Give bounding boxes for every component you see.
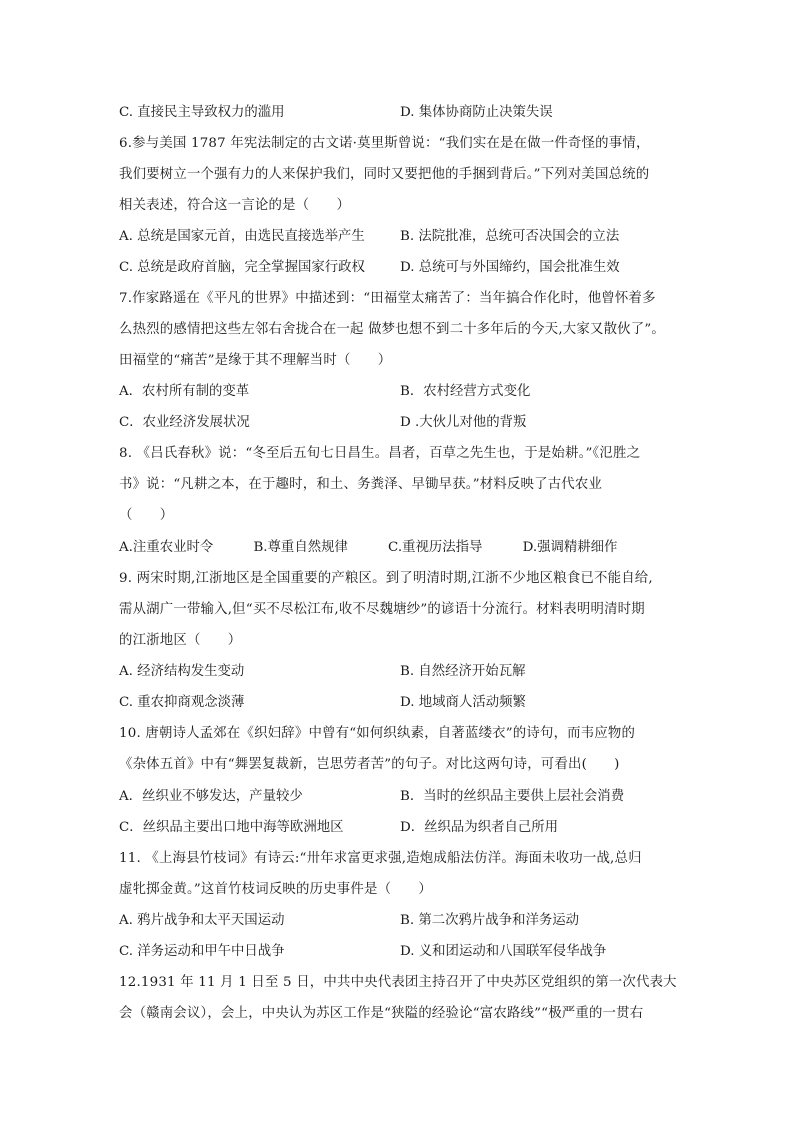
q11-option-b: B. 第二次鸦片战争和洋务运动 <box>400 913 580 928</box>
q6-stem-line-2: 我们要树立一个强有力的人来保护我们，同时又要把他的手捆到背后。”下列对美国总统的 <box>119 167 650 182</box>
q5-option-c: C. 直接民主导致权力的滥用 <box>119 105 285 120</box>
q6-stem-line-3: 相关表述，符合这一言论的是（ ） <box>119 198 351 213</box>
q10-option-a: A．丝织业不够发达，产量较少 <box>119 789 303 804</box>
q7-option-d: D .大伙儿对他的背叛 <box>400 415 527 430</box>
q9-stem-line-3: 的江浙地区（ ） <box>119 633 242 648</box>
q12-stem-line-2: 会（赣南会议），会上，中央认为苏区工作是“狭隘的经验论“富农路线”“极严重的一贯右 <box>119 1006 644 1021</box>
q6-option-d: D. 总统可与外国缔约，国会批准生效 <box>400 260 620 275</box>
q11-stem-line-1: 11. 《上海县竹枝词》有诗云:“卅年求富更求强,造炮成船法仿洋。海面未收功一战,总归 <box>119 851 642 866</box>
q10-stem-line-1: 10. 唐朝诗人孟郊在《织妇辞》中曾有“如何织纨素，自著蓝缕衣”的诗句，而韦应物的 <box>119 726 636 741</box>
q7-stem-line-1: 7.作家路遥在《平凡的世界》中描述到：“田福堂太痛苦了：当年搞合作化时，他曾怀着多 <box>119 291 656 306</box>
q7-option-c: C．农业经济发展状况 <box>119 415 250 430</box>
q7-option-b: B．农村经营方式变化 <box>400 384 531 399</box>
q7-option-a: A．农村所有制的变革 <box>119 384 250 399</box>
q8-stem-line-2: 书》说：“凡耕之本，在于趣时，和土、务粪泽、早锄早获。”材料反映了古代农业 <box>119 477 603 492</box>
q11-option-a: A. 鸦片战争和太平天国运动 <box>119 913 285 928</box>
q11-option-c: C. 洋务运动和甲午中日战争 <box>119 944 285 959</box>
q10-option-d: D．丝织品为织者自己所用 <box>400 820 559 835</box>
q7-stem-line-3: 田福堂的“痛苦”是缘于其不理解当时（ ） <box>119 353 392 368</box>
q9-option-b: B. 自然经济开始瓦解 <box>400 664 526 679</box>
q8-stem-line-3: （ ） <box>119 508 174 523</box>
q10-option-b: B．当时的丝织品主要供上层社会消费 <box>400 789 625 804</box>
q10-option-c: C．丝织品主要出口地中海等欧洲地区 <box>119 820 344 835</box>
q9-option-d: D. 地域商人活动频繁 <box>400 695 526 710</box>
q11-option-d: D. 义和团运动和八国联军侵华战争 <box>400 944 607 959</box>
q9-option-a: A. 经济结构发生变动 <box>119 664 245 679</box>
q9-stem-line-2: 需从湖广一带输入,但“买不尽松江布,收不尽魏塘纱”的谚语十分流行。材料表明明清时期 <box>119 602 645 617</box>
q6-stem-line-1: 6.参与美国 1787 年宪法制定的古文诺·莫里斯曾说：“我们实在是在做一件奇怪的事情， <box>119 136 650 151</box>
q5-option-d: D. 集体协商防止决策失误 <box>400 105 553 120</box>
q8-options: A.注重农业时令 B.尊重自然规律 C.重视历法指导 D.强调精耕细作 <box>119 540 618 555</box>
q7-stem-line-2: 么热烈的感情把这些左邻右舍拢合在一起 做梦也想不到二十多年后的今天,大家又散伙了”。 <box>119 322 665 337</box>
q10-stem-line-2: 《杂体五首》中有“舞罢复裁新，岂思劳者苦”的句子。对比这两句诗，可看出( ) <box>119 757 620 772</box>
q12-stem-line-1: 12.1931 年 11 月 1 日至 5 日，中共中央代表团主持召开了中央苏区党组织的第一次代表大 <box>119 975 677 990</box>
q6-option-b: B. 法院批准，总统可否决国会的立法 <box>400 229 620 244</box>
q9-stem-line-1: 9. 两宋时期,江浙地区是全国重要的产粮区。到了明清时期,江浙不少地区粮食已不能自给, <box>119 571 653 586</box>
q9-option-c: C. 重农抑商观念淡薄 <box>119 695 245 710</box>
q8-stem-line-1: 8. 《吕氏春秋》说：“冬至后五旬七日昌生。昌者，百草之先生也，于是始耕。”《氾胜之 <box>119 446 641 461</box>
q11-stem-line-2: 虚牝掷金黄。”这首竹枝词反映的历史事件是（ ） <box>119 882 432 897</box>
q6-option-a: A. 总统是国家元首，由选民直接选举产生 <box>119 229 365 244</box>
q6-option-c: C. 总统是政府首脑，完全掌握国家行政权 <box>119 260 365 275</box>
